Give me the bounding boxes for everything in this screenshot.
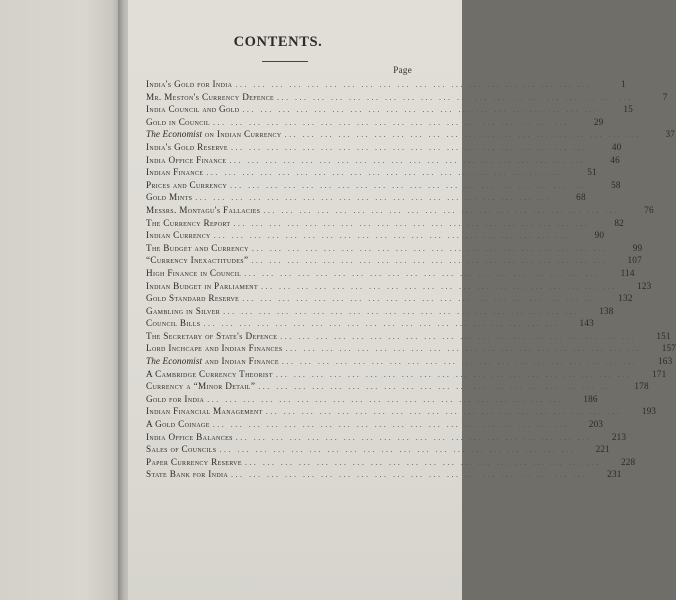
- dot-leader: ... ... ... ... ... ... ... ... ... ... ... ... ... ... ... ... ... ... ... ...: [229, 155, 585, 165]
- entry-title-text: Gold Standard Reserve: [146, 293, 240, 304]
- entry-page-number: 58: [611, 179, 621, 190]
- dot-leader: ... ... ... ... ... ... ... ... ... ... ... ... ... ... ... ... ... ... ... ...: [277, 92, 633, 102]
- entry-title: [146, 128, 282, 141]
- entry-page-number: 40: [611, 141, 622, 152]
- entry-title-text: Gold in Council: [146, 116, 210, 127]
- dot-leader: ... ... ... ... ... ... ... ... ... ... ... ... ... ... ... ... ... ... ... ...: [242, 294, 598, 304]
- entry-page-number: 68: [576, 192, 586, 203]
- contents-entry: [146, 103, 633, 116]
- contents-list: [146, 78, 676, 481]
- contents-entry: [146, 393, 598, 406]
- dot-leader: ... ... ... ... ... ... ... ... ... ... ... ... ... ... ... ... ... ... ... ...: [242, 105, 598, 115]
- dot-leader: ... ... ... ... ... ... ... ... ... ... ... ... ... ... ... ... ... ... ... ...: [285, 344, 642, 354]
- entry-title-text: India Council and Gold: [146, 104, 240, 115]
- dot-leader: ... ... ... ... ... ... ... ... ... ... ... ... ... ... ... ... ... ... ... ...: [275, 369, 632, 379]
- entry-title: [146, 468, 228, 481]
- entry-title: [146, 229, 211, 242]
- entry-title-text: A Gold Coinage: [146, 419, 210, 430]
- entry-page-number: 231: [607, 469, 622, 480]
- entry-title: [146, 154, 226, 167]
- entry-title-italic: The Economist: [146, 356, 203, 367]
- contents-entry: [146, 342, 676, 355]
- entry-title-text: Sales of Councils: [146, 444, 217, 455]
- contents-entry: [146, 242, 643, 255]
- page-column-label: Page: [393, 65, 412, 75]
- entry-title: [146, 280, 258, 293]
- contents-entry: [146, 468, 622, 481]
- entry-title-text: “Currency Inexactitudes”: [146, 255, 249, 266]
- entry-title-text: Council Bills: [146, 318, 201, 329]
- entry-title-text: India's Gold for India: [146, 79, 233, 89]
- entry-title-text: on Indian Currency: [202, 129, 282, 140]
- contents-entry: [146, 91, 668, 104]
- contents-entry: [146, 405, 657, 418]
- contents-entry: [146, 128, 676, 141]
- contents-entry: [146, 191, 586, 204]
- entry-page-number: 132: [618, 293, 633, 304]
- dot-leader: ... ... ... ... ... ... ... ... ... ... ... ... ... ... ... ... ... ... ... ...: [244, 268, 600, 278]
- entry-title: [146, 242, 249, 255]
- entry-page-number: 7: [662, 91, 668, 102]
- entry-title-text: Lord Inchcape and Indian Finances: [146, 343, 283, 354]
- entry-title-text: Indian Budget in Parliament: [146, 280, 258, 291]
- dot-leader: ... ... ... ... ... ... ... ... ... ... ... ... ... ... ... ... ... ... ... ...: [251, 256, 607, 266]
- entry-page-number: 186: [583, 393, 598, 404]
- entry-title-text: Indian Currency: [146, 230, 211, 241]
- dot-leader: ... ... ... ... ... ... ... ... ... ... ... ... ... ... ... ... ... ... ... ...: [265, 407, 622, 417]
- entry-title-text: Prices and Currency: [146, 179, 228, 190]
- contents-entry: [146, 380, 649, 393]
- dot-leader: ... ... ... ... ... ... ... ... ... ... ... ... ... ... ... ... ... ... ... ...: [251, 243, 608, 253]
- contents-entry: [146, 305, 614, 318]
- contents-entry: [146, 166, 597, 179]
- entry-title: [146, 78, 232, 91]
- contents-entry: [146, 204, 654, 217]
- entry-title: [146, 305, 220, 318]
- entry-title: [146, 191, 192, 204]
- page-title: CONTENTS.: [233, 34, 323, 50]
- entry-title: [146, 456, 242, 469]
- entry-title: [146, 103, 239, 116]
- entry-page-number: 138: [599, 305, 614, 316]
- entry-title-text: India Office Finance: [146, 154, 227, 165]
- contents-entry: [146, 280, 652, 293]
- dot-leader: ... ... ... ... ... ... ... ... ... ... ... ... ... ... ... ... ... ... ... ...: [195, 193, 551, 203]
- entry-title: [146, 141, 228, 154]
- entry-title: [146, 330, 277, 343]
- contents-entry: [146, 229, 605, 242]
- entry-title-italic: The Economist: [146, 129, 203, 140]
- entry-title-text: Indian Finance: [146, 167, 204, 178]
- entry-page-number: 151: [656, 330, 671, 341]
- contents-entry: [146, 431, 627, 444]
- contents-entry: [146, 443, 610, 456]
- entry-title-text: Gambling in Silver: [146, 305, 221, 316]
- entry-page-number: 76: [644, 204, 654, 215]
- dot-leader: ... ... ... ... ... ... ... ... ... ... ... ... ... ... ... ... ... ... ... ...: [281, 357, 638, 367]
- entry-page-number: 90: [594, 230, 605, 241]
- left-facing-page: [0, 0, 122, 600]
- entry-title: [146, 405, 263, 418]
- entry-title: [146, 166, 203, 179]
- title-rule: [262, 61, 308, 62]
- dot-leader: ... ... ... ... ... ... ... ... ... ... ... ... ... ... ... ... ... ... ... ...: [212, 420, 569, 430]
- dot-leader: ... ... ... ... ... ... ... ... ... ... ... ... ... ... ... ... ... ... ... ...: [244, 457, 601, 467]
- dot-leader: ... ... ... ... ... ... ... ... ... ... ... ... ... ... ... ... ... ... ... ...: [212, 117, 569, 127]
- contents-entry: [146, 116, 604, 129]
- dot-leader: ... ... ... ... ... ... ... ... ... ... ... ... ... ... ... ... ... ... ... ...: [233, 218, 589, 228]
- entry-title: [146, 267, 241, 280]
- entry-page-number: 203: [588, 419, 604, 430]
- dot-leader: ... ... ... ... ... ... ... ... ... ... ... ... ... ... ... ... ... ... ... ...: [230, 180, 586, 190]
- entry-title-text: Mr. Meston's Currency Defence: [146, 91, 274, 102]
- entry-title: [146, 418, 210, 431]
- entry-page-number: 1: [621, 79, 626, 89]
- entry-page-number: 228: [620, 456, 636, 467]
- contents-entry: [146, 317, 594, 330]
- entry-title-text: and Indian Finance: [202, 356, 279, 367]
- entry-title: [146, 355, 279, 368]
- dot-leader: ... ... ... ... ... ... ... ... ... ... ... ... ... ... ... ... ... ... ... ...: [231, 470, 587, 480]
- entry-title: [146, 431, 233, 444]
- contents-entry: [146, 141, 622, 154]
- entry-title-text: High Finance in Council: [146, 267, 242, 278]
- dot-leader: ... ... ... ... ... ... ... ... ... ... ... ... ... ... ... ... ... ... ... ...: [230, 142, 587, 152]
- entry-page-number: 193: [641, 406, 657, 417]
- dot-leader: ... ... ... ... ... ... ... ... ... ... ... ... ... ... ... ... ... ... ... ...: [263, 205, 619, 215]
- dot-leader: ... ... ... ... ... ... ... ... ... ... ... ... ... ... ... ... ... ... ... ...: [260, 281, 617, 291]
- contents-entry: [146, 267, 635, 280]
- entry-page-number: 213: [611, 431, 627, 442]
- dot-leader: ... ... ... ... ... ... ... ... ... ... ... ... ... ... ... ... ... ... ... ...: [235, 80, 591, 89]
- entry-page-number: 123: [637, 280, 652, 291]
- entry-page-number: 171: [651, 368, 667, 379]
- entry-page-number: 143: [579, 318, 594, 329]
- dot-leader: ... ... ... ... ... ... ... ... ... ... ... ... ... ... ... ... ... ... ... ...: [284, 130, 641, 140]
- entry-title-text: Indian Financial Management: [146, 406, 263, 417]
- contents-entry: [146, 355, 673, 368]
- entry-page-number: 163: [657, 356, 673, 367]
- entry-page-number: 29: [593, 116, 604, 127]
- entry-page-number: 15: [623, 104, 633, 115]
- entry-title-text: A Cambridge Currency Theorist: [146, 368, 273, 379]
- entry-title: [146, 254, 248, 267]
- entry-title-text: The Currency Report: [146, 217, 231, 228]
- entry-title-text: State Bank for India: [146, 469, 229, 480]
- dot-leader: ... ... ... ... ... ... ... ... ... ... ... ... ... ... ... ... ... ... ... ...: [219, 445, 575, 455]
- entry-page-number: 221: [595, 444, 610, 455]
- contents-entry: [146, 456, 636, 469]
- entry-title: [146, 393, 204, 406]
- contents-entry: [146, 179, 621, 192]
- dot-leader: ... ... ... ... ... ... ... ... ... ... ... ... ... ... ... ... ... ... ... ...: [235, 432, 592, 442]
- entry-title: [146, 217, 230, 230]
- dot-leader: ... ... ... ... ... ... ... ... ... ... ... ... ... ... ... ... ... ... ... ...: [203, 319, 559, 329]
- contents-entry: [146, 292, 633, 305]
- entry-title: [146, 116, 210, 129]
- dot-leader: ... ... ... ... ... ... ... ... ... ... ... ... ... ... ... ... ... ... ... ...: [206, 168, 562, 178]
- entry-title: [146, 317, 200, 330]
- contents-entry: [146, 217, 624, 230]
- dot-leader: ... ... ... ... ... ... ... ... ... ... ... ... ... ... ... ... ... ... ... ...: [207, 394, 563, 404]
- entry-title-text: India Office Balances: [146, 431, 233, 442]
- entry-title: [146, 292, 239, 305]
- entry-title-text: Messrs. Montagu's Fallacies: [146, 204, 261, 215]
- entry-title-text: Gold for India: [146, 393, 205, 404]
- contents-entry: [146, 254, 642, 267]
- entry-title-text: The Budget and Currency: [146, 242, 249, 253]
- entry-title: [146, 91, 274, 104]
- entry-page-number: 157: [661, 343, 676, 354]
- entry-title: [146, 204, 260, 217]
- entry-title: [146, 342, 283, 355]
- entry-title: [146, 443, 216, 456]
- entry-title-text: India's Gold Reserve: [146, 141, 228, 152]
- entry-title-text: Paper Currency Reserve: [146, 456, 242, 467]
- entry-page-number: 107: [627, 255, 642, 266]
- entry-page-number: 46: [610, 154, 620, 165]
- contents-entry: [146, 78, 626, 91]
- entry-page-number: 114: [620, 267, 635, 278]
- entry-title-text: Gold Mints: [146, 192, 193, 203]
- entry-page-number: 82: [614, 217, 624, 228]
- entry-title-text: Currency a “Minor Detail”: [146, 381, 256, 392]
- dot-leader: ... ... ... ... ... ... ... ... ... ... ... ... ... ... ... ... ... ... ... ...: [223, 306, 579, 316]
- entry-page-number: 51: [587, 167, 597, 178]
- contents-entry: [146, 418, 604, 431]
- dot-leader: ... ... ... ... ... ... ... ... ... ... ... ... ... ... ... ... ... ... ... ...: [213, 231, 570, 241]
- dot-leader: ... ... ... ... ... ... ... ... ... ... ... ... ... ... ... ... ... ... ... ...: [258, 382, 614, 392]
- dot-leader: ... ... ... ... ... ... ... ... ... ... ... ... ... ... ... ... ... ... ... ...: [280, 331, 636, 341]
- entry-title: [146, 380, 255, 393]
- contents-entry: [146, 330, 671, 343]
- entry-page-number: 37: [665, 129, 676, 140]
- entry-title: [146, 179, 227, 192]
- contents-entry: [146, 368, 667, 381]
- entry-title: [146, 368, 273, 381]
- entry-page-number: 178: [634, 381, 649, 392]
- contents-entry: [146, 154, 620, 167]
- entry-title-text: The Secretary of State's Defence: [146, 330, 278, 341]
- entry-page-number: 99: [632, 242, 643, 253]
